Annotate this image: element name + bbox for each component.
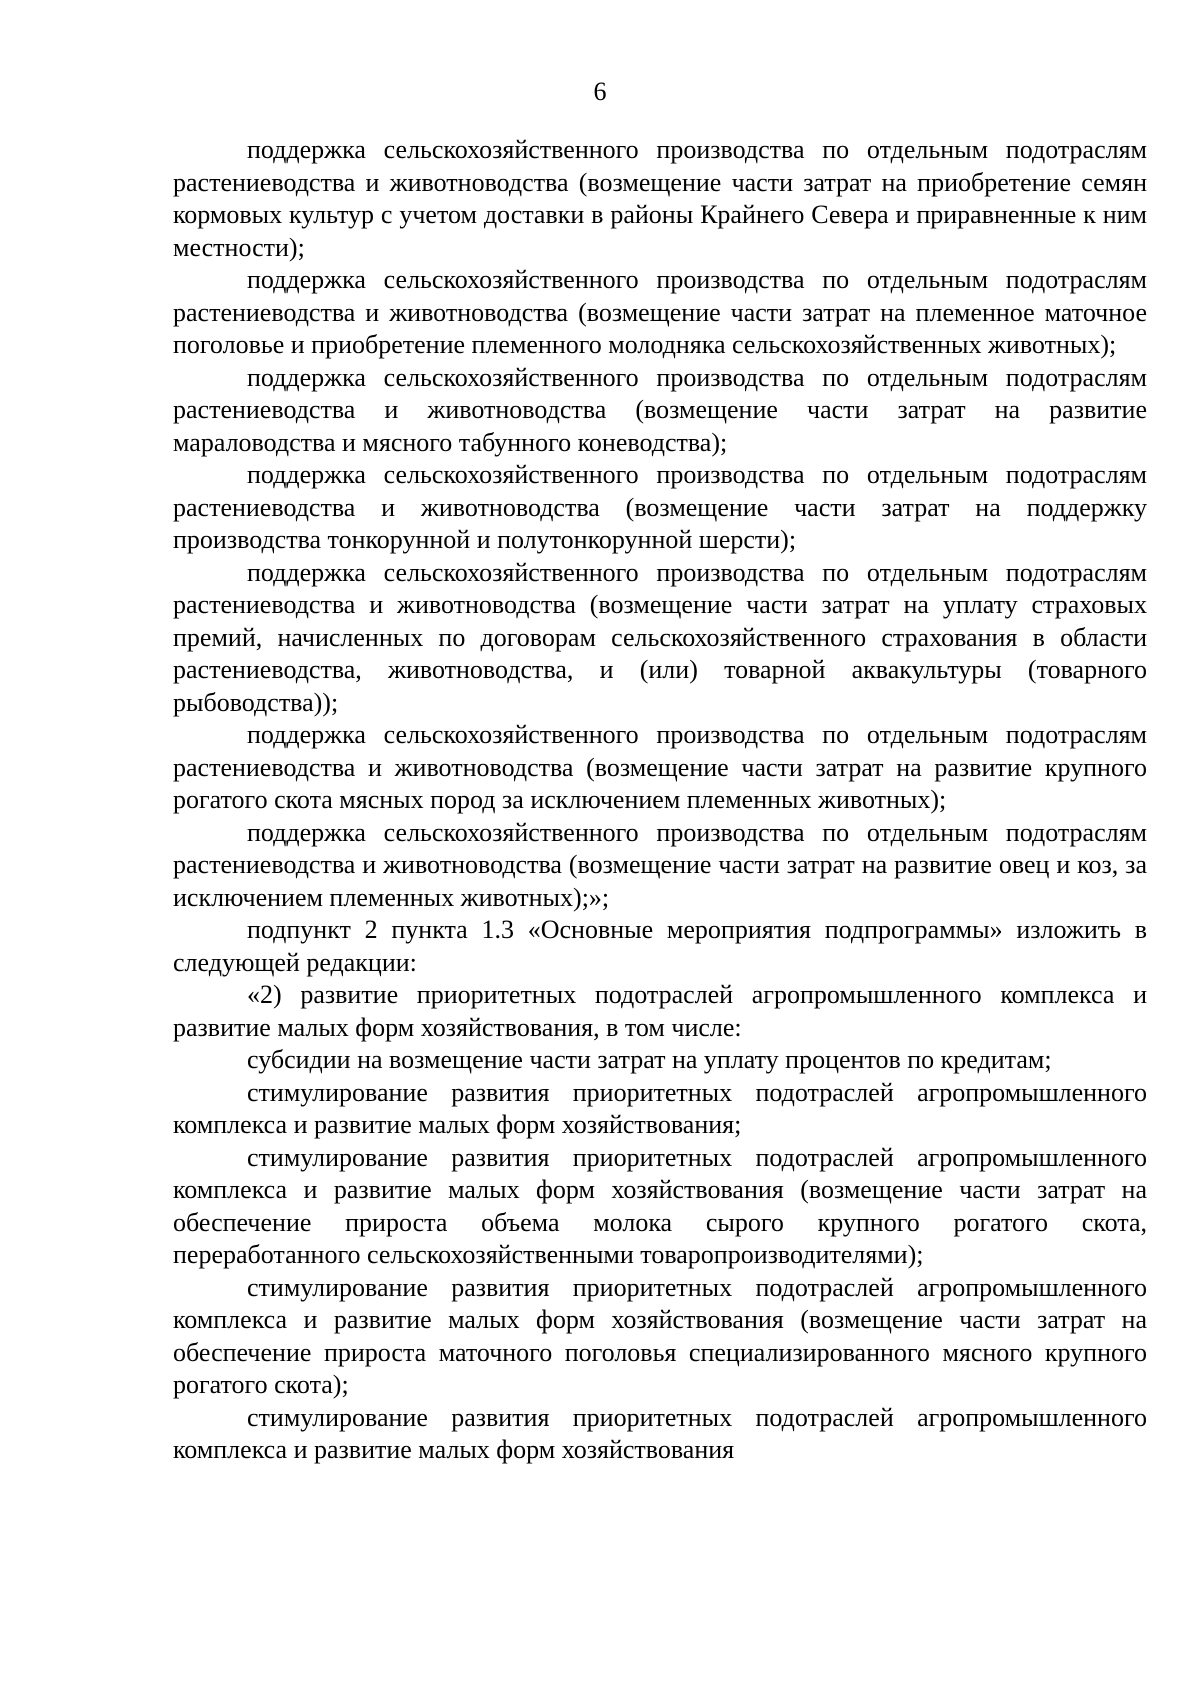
paragraph: поддержка сельскохозяйственного производства по отдельным подотраслям растениеводства и животноводства (возмещение части затрат на развитие овец и коз, за исключением племенных животных);»; (173, 817, 1147, 912)
paragraph: поддержка сельскохозяйственного производства по отдельным подотраслям растениеводства и животноводства (возмещение части затрат на уплату страховых премий, начисленных по договорам сельскохозяйственного страхования в области растениеводства, животноводства, и (или) товарной аквакультуры (товарного рыбоводства)); (173, 557, 1147, 717)
paragraph: поддержка сельскохозяйственного производства по отдельным подотраслям растениеводства и животноводства (возмещение части затрат на племенное маточное поголовье и приобретение племенного молодняка сельскохозяйственных животных); (173, 265, 1147, 359)
paragraph: «2) развитие приоритетных подотраслей агропромышленного комплекса и развитие малых форм хозяйствования, в том числе: (173, 980, 1147, 1042)
paragraph: поддержка сельскохозяйственного производства по отдельным подотраслям растениеводства и животноводства (возмещение части затрат на развитие крупного рогатого скота мясных пород за исключением племенных животных); (173, 720, 1147, 814)
page-number: 6 (593, 77, 607, 106)
paragraph: субсидии на возмещение части затрат на уплату процентов по кредитам; (247, 1045, 1052, 1074)
paragraph: стимулирование развития приоритетных подотраслей агропромышленного комплекса и развитие малых форм хозяйствования (возмещение части затрат на обеспечение прироста маточного поголовья специализированного мясного крупного рогатого скота); (173, 1272, 1147, 1399)
document-body (173, 134, 1147, 1467)
paragraph: поддержка сельскохозяйственного производства по отдельным подотраслям растениеводства и животноводства (возмещение части затрат на развитие мараловодства и мясного табунного коневодства); (173, 362, 1147, 457)
paragraph: поддержка сельскохозяйственного производства по отдельным подотраслям растениеводства и животноводства (возмещение части затрат на приобретение семян кормовых культур с учетом доставки в районы Крайнего Севера и приравненные к ним местности); (173, 135, 1147, 262)
paragraph: стимулирование развития приоритетных подотраслей агропромышленного комплекса и развитие малых форм хозяйствования; (173, 1077, 1147, 1139)
paragraph: поддержка сельскохозяйственного производства по отдельным подотраслям растениеводства и животноводства (возмещение части затрат на поддержку производства тонкорунной и полутонкорунной шерсти); (173, 460, 1147, 554)
paragraph: стимулирование развития приоритетных подотраслей агропромышленного комплекса и развитие малых форм хозяйствования (возмещение части затрат на обеспечение прироста объема молока сырого крупного рогатого скота, переработанного сельскохозяйственными товаропроизводителями); (173, 1142, 1147, 1269)
paragraph: подпункт 2 пункта 1.3 «Основные мероприятия подпрограммы» изложить в следующей редакции: (173, 915, 1147, 977)
paragraph: стимулирование развития приоритетных подотраслей агропромышленного комплекса и развитие малых форм хозяйствования (173, 1402, 1147, 1464)
